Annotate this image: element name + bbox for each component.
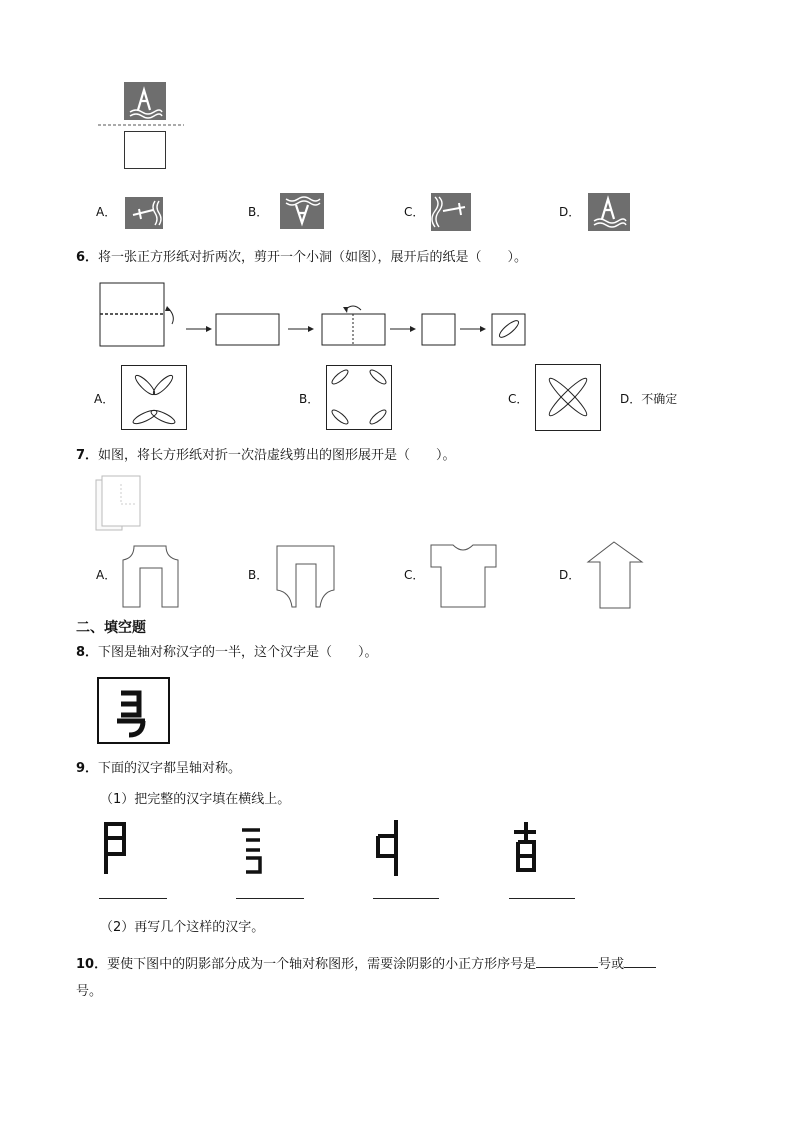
- q10-text-b: 号或: [598, 957, 625, 972]
- q5-empty-square: [124, 131, 166, 169]
- q5-option-a-letter[interactable]: A．: [96, 205, 117, 219]
- q7-folded-paper-picture: [94, 474, 154, 534]
- q6-text: 将一张正方形纸对折两次，剪开一个小洞（如图），展开后的纸是（ ）。: [98, 250, 528, 265]
- q10-text-a: 要使下图中的阴影部分成为一个轴对称图形，需要涂阴影的小正方形序号是: [107, 957, 537, 972]
- q9-answer-blank-2[interactable]: [236, 898, 304, 899]
- q6-option-a-letter[interactable]: A．: [94, 392, 115, 406]
- q6-number: 6．: [76, 250, 99, 265]
- q10-text-c: 号。: [76, 984, 103, 999]
- q10-answer-blank-1[interactable]: [536, 954, 598, 968]
- q7-number: 7．: [76, 448, 99, 463]
- q7-text: 如图，将长方形纸对折一次沿虚线剪出的图形展开是（ ）。: [98, 448, 456, 463]
- q5-fold-line: [0, 118, 794, 138]
- q8-question: [76, 645, 378, 661]
- q10-question-line1: [76, 954, 656, 973]
- q8-text: 下图是轴对称汉字的一半，这个汉字是（ ）。: [98, 645, 378, 660]
- q7-option-b-picture[interactable]: [274, 544, 338, 608]
- q9-text: 下面的汉字都呈轴对称。: [98, 761, 242, 776]
- q6-option-d-text: 不确定: [641, 392, 678, 406]
- q5-option-a-picture[interactable]: [125, 197, 163, 229]
- q7-option-d-picture[interactable]: [584, 540, 646, 610]
- q8-half-character-picture: [99, 679, 168, 742]
- q6-option-c-letter[interactable]: C．: [508, 392, 529, 406]
- q9-number: 9．: [76, 761, 99, 776]
- q7-option-c-letter[interactable]: C．: [404, 568, 425, 582]
- q9-half-character-4-picture: [510, 818, 550, 878]
- q5-option-c-letter[interactable]: C．: [404, 205, 425, 219]
- letter-a-wave-picture: [124, 82, 166, 120]
- q5-source-tile: [124, 82, 166, 120]
- q7-option-c-picture[interactable]: [429, 543, 499, 609]
- q8-figure-box: [97, 677, 170, 744]
- q5-option-b-letter[interactable]: B．: [248, 205, 269, 219]
- q6-option-a-picture[interactable]: [121, 365, 189, 431]
- q5-option-d-letter[interactable]: D．: [559, 205, 581, 219]
- q7-option-a-picture[interactable]: [120, 544, 182, 608]
- q5-option-b-picture[interactable]: [280, 193, 324, 229]
- q9-answer-blank-1[interactable]: [99, 898, 167, 899]
- q6-option-b-letter[interactable]: B．: [299, 392, 320, 406]
- section-heading: 二、填空题: [76, 620, 146, 636]
- q6-folding-diagram: [0, 280, 794, 350]
- q6-option-d[interactable]: [620, 391, 677, 407]
- q6-question: [76, 250, 527, 266]
- q7-question: [76, 448, 456, 464]
- q9-answer-blank-3[interactable]: [373, 898, 439, 899]
- q9-part1: （1）把完整的汉字填在横线上。: [100, 792, 291, 807]
- q7-option-d-letter[interactable]: D．: [559, 568, 581, 582]
- q8-number: 8．: [76, 645, 99, 660]
- q7-option-a-letter[interactable]: A．: [96, 568, 117, 582]
- q9-answer-blank-4[interactable]: [509, 898, 575, 899]
- q9-half-character-2-picture: [236, 818, 276, 878]
- q9-half-character-1-picture: [100, 818, 140, 878]
- q6-option-b-picture[interactable]: [326, 365, 394, 431]
- q6-option-c-picture[interactable]: [535, 364, 603, 432]
- q7-option-b-letter[interactable]: B．: [248, 568, 269, 582]
- q9-part2: （2）再写几个这样的汉字。: [100, 920, 265, 935]
- q5-option-c-picture[interactable]: [431, 193, 471, 231]
- q10-number: 10．: [76, 957, 108, 972]
- q9-half-character-3-picture: [372, 818, 412, 878]
- q6-option-d-letter: D．: [620, 392, 642, 406]
- q9-question: [76, 761, 241, 777]
- q10-answer-blank-2[interactable]: [624, 954, 656, 968]
- q5-option-d-picture[interactable]: [588, 193, 630, 231]
